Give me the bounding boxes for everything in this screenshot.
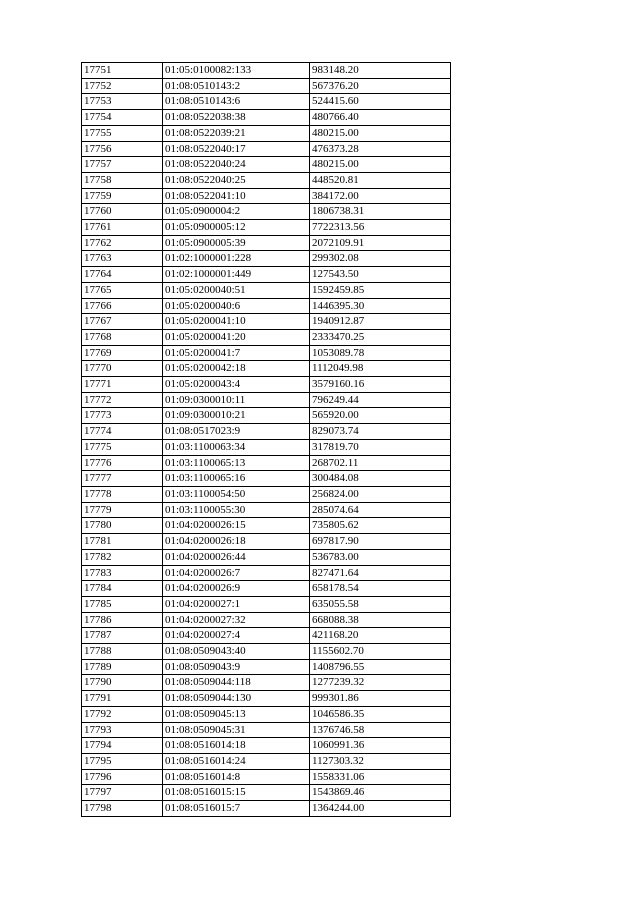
value-cell: 476373.28 (310, 141, 451, 157)
row-number-cell: 17795 (82, 753, 163, 769)
cadastral-number-cell: 01:08:0522039:21 (163, 125, 310, 141)
cadastral-number-cell: 01:04:0200026:18 (163, 534, 310, 550)
row-number-cell: 17788 (82, 644, 163, 660)
cadastral-number-cell: 01:05:0200041:20 (163, 329, 310, 345)
cadastral-number-cell: 01:03:1100065:16 (163, 471, 310, 487)
value-cell: 1806738.31 (310, 204, 451, 220)
row-number-cell: 17769 (82, 345, 163, 361)
value-cell: 567376.20 (310, 78, 451, 94)
row-number-cell: 17768 (82, 329, 163, 345)
row-number-cell: 17787 (82, 628, 163, 644)
value-cell: 7722313.56 (310, 220, 451, 236)
value-cell: 827471.64 (310, 565, 451, 581)
table-row (82, 581, 451, 597)
value-cell: 1155602.70 (310, 644, 451, 660)
row-number-cell: 17789 (82, 659, 163, 675)
table-row (82, 157, 451, 173)
cadastral-number-cell: 01:05:0900004:2 (163, 204, 310, 220)
cadastral-number-cell: 01:05:0900005:12 (163, 220, 310, 236)
value-cell: 1364244.00 (310, 801, 451, 817)
row-number-cell: 17774 (82, 424, 163, 440)
row-number-cell: 17778 (82, 486, 163, 502)
row-number-cell: 17781 (82, 534, 163, 550)
row-number-cell: 17790 (82, 675, 163, 691)
value-cell: 3579160.16 (310, 377, 451, 393)
row-number-cell: 17759 (82, 188, 163, 204)
cadastral-number-cell: 01:04:0200026:44 (163, 549, 310, 565)
value-cell: 1127303.32 (310, 753, 451, 769)
row-number-cell: 17757 (82, 157, 163, 173)
row-number-cell: 17767 (82, 314, 163, 330)
cadastral-number-cell: 01:02:1000001:228 (163, 251, 310, 267)
row-number-cell: 17777 (82, 471, 163, 487)
row-number-cell: 17786 (82, 612, 163, 628)
cadastral-number-cell: 01:04:0200027:4 (163, 628, 310, 644)
cadastral-number-cell: 01:08:0510143:2 (163, 78, 310, 94)
value-cell: 1940912.87 (310, 314, 451, 330)
value-cell: 1543869.46 (310, 785, 451, 801)
row-number-cell: 17785 (82, 596, 163, 612)
cadastral-number-cell: 01:08:0516014:8 (163, 769, 310, 785)
row-number-cell: 17773 (82, 408, 163, 424)
row-number-cell: 17797 (82, 785, 163, 801)
value-cell: 268702.11 (310, 455, 451, 471)
table-row (82, 769, 451, 785)
table-row (82, 78, 451, 94)
table-row (82, 377, 451, 393)
value-cell: 668088.38 (310, 612, 451, 628)
value-cell: 480766.40 (310, 110, 451, 126)
value-cell: 256824.00 (310, 486, 451, 502)
value-cell: 2333470.25 (310, 329, 451, 345)
value-cell: 1408796.55 (310, 659, 451, 675)
row-number-cell: 17794 (82, 738, 163, 754)
cadastral-number-cell: 01:04:0200026:15 (163, 518, 310, 534)
table-row (82, 125, 451, 141)
cadastral-number-cell: 01:04:0200027:1 (163, 596, 310, 612)
row-number-cell: 17762 (82, 235, 163, 251)
row-number-cell: 17765 (82, 282, 163, 298)
value-cell: 299302.08 (310, 251, 451, 267)
cadastral-number-cell: 01:08:0522040:25 (163, 172, 310, 188)
records-table-body (82, 63, 451, 817)
value-cell: 1053089.78 (310, 345, 451, 361)
value-cell: 1046586.35 (310, 706, 451, 722)
row-number-cell: 17775 (82, 439, 163, 455)
cadastral-number-cell: 01:04:0200027:32 (163, 612, 310, 628)
cadastral-number-cell: 01:09:0300010:11 (163, 392, 310, 408)
table-row (82, 518, 451, 534)
value-cell: 735805.62 (310, 518, 451, 534)
table-row (82, 628, 451, 644)
table-row (82, 801, 451, 817)
value-cell: 1277239.32 (310, 675, 451, 691)
cadastral-number-cell: 01:08:0517023:9 (163, 424, 310, 440)
row-number-cell: 17761 (82, 220, 163, 236)
table-row (82, 502, 451, 518)
cadastral-number-cell: 01:02:1000001:449 (163, 267, 310, 283)
value-cell: 2072109.91 (310, 235, 451, 251)
table-row (82, 314, 451, 330)
value-cell: 384172.00 (310, 188, 451, 204)
cadastral-number-cell: 01:08:0522040:24 (163, 157, 310, 173)
row-number-cell: 17756 (82, 141, 163, 157)
value-cell: 448520.81 (310, 172, 451, 188)
cadastral-number-cell: 01:04:0200026:9 (163, 581, 310, 597)
table-row (82, 565, 451, 581)
value-cell: 317819.70 (310, 439, 451, 455)
row-number-cell: 17796 (82, 769, 163, 785)
row-number-cell: 17776 (82, 455, 163, 471)
row-number-cell: 17763 (82, 251, 163, 267)
row-number-cell: 17791 (82, 691, 163, 707)
row-number-cell: 17784 (82, 581, 163, 597)
cadastral-number-cell: 01:08:0509043:9 (163, 659, 310, 675)
row-number-cell: 17770 (82, 361, 163, 377)
table-row (82, 785, 451, 801)
table-row (82, 329, 451, 345)
table-row (82, 659, 451, 675)
table-row (82, 596, 451, 612)
value-cell: 536783.00 (310, 549, 451, 565)
row-number-cell: 17752 (82, 78, 163, 94)
cadastral-number-cell: 01:05:0200040:51 (163, 282, 310, 298)
row-number-cell: 17758 (82, 172, 163, 188)
table-row (82, 455, 451, 471)
row-number-cell: 17764 (82, 267, 163, 283)
table-row (82, 392, 451, 408)
cadastral-number-cell: 01:05:0200040:6 (163, 298, 310, 314)
cadastral-number-cell: 01:09:0300010:21 (163, 408, 310, 424)
value-cell: 658178.54 (310, 581, 451, 597)
cadastral-number-cell: 01:08:0522038:38 (163, 110, 310, 126)
table-row (82, 612, 451, 628)
table-row (82, 172, 451, 188)
value-cell: 421168.20 (310, 628, 451, 644)
cadastral-number-cell: 01:04:0200026:7 (163, 565, 310, 581)
value-cell: 1592459.85 (310, 282, 451, 298)
value-cell: 1060991.36 (310, 738, 451, 754)
value-cell: 1558331.06 (310, 769, 451, 785)
value-cell: 300484.08 (310, 471, 451, 487)
table-row (82, 188, 451, 204)
table-row (82, 675, 451, 691)
value-cell: 1446395.30 (310, 298, 451, 314)
row-number-cell: 17792 (82, 706, 163, 722)
value-cell: 697817.90 (310, 534, 451, 550)
table-row (82, 251, 451, 267)
cadastral-number-cell: 01:08:0509044:130 (163, 691, 310, 707)
row-number-cell: 17751 (82, 63, 163, 79)
records-table (81, 62, 451, 817)
cadastral-number-cell: 01:03:1100055:30 (163, 502, 310, 518)
value-cell: 1376746.58 (310, 722, 451, 738)
row-number-cell: 17753 (82, 94, 163, 110)
value-cell: 796249.44 (310, 392, 451, 408)
value-cell: 480215.00 (310, 125, 451, 141)
table-row (82, 753, 451, 769)
table-row (82, 722, 451, 738)
table-row (82, 706, 451, 722)
row-number-cell: 17793 (82, 722, 163, 738)
value-cell: 999301.86 (310, 691, 451, 707)
cadastral-number-cell: 01:08:0516014:18 (163, 738, 310, 754)
row-number-cell: 17780 (82, 518, 163, 534)
value-cell: 480215.00 (310, 157, 451, 173)
row-number-cell: 17779 (82, 502, 163, 518)
table-row (82, 471, 451, 487)
cadastral-number-cell: 01:03:1100054:50 (163, 486, 310, 502)
table-row (82, 408, 451, 424)
table-row (82, 63, 451, 79)
value-cell: 524415.60 (310, 94, 451, 110)
value-cell: 829073.74 (310, 424, 451, 440)
row-number-cell: 17782 (82, 549, 163, 565)
value-cell: 285074.64 (310, 502, 451, 518)
value-cell: 635055.58 (310, 596, 451, 612)
cadastral-number-cell: 01:05:0200041:7 (163, 345, 310, 361)
value-cell: 127543.50 (310, 267, 451, 283)
row-number-cell: 17798 (82, 801, 163, 817)
table-row (82, 204, 451, 220)
row-number-cell: 17760 (82, 204, 163, 220)
cadastral-number-cell: 01:05:0200043:4 (163, 377, 310, 393)
table-row (82, 549, 451, 565)
table-row (82, 486, 451, 502)
cadastral-number-cell: 01:08:0516015:15 (163, 785, 310, 801)
value-cell: 565920.00 (310, 408, 451, 424)
table-row (82, 345, 451, 361)
row-number-cell: 17755 (82, 125, 163, 141)
cadastral-number-cell: 01:08:0510143:6 (163, 94, 310, 110)
table-row (82, 439, 451, 455)
table-row (82, 110, 451, 126)
cadastral-number-cell: 01:03:1100065:13 (163, 455, 310, 471)
table-row (82, 691, 451, 707)
table-row (82, 738, 451, 754)
cadastral-number-cell: 01:08:0522040:17 (163, 141, 310, 157)
table-row (82, 94, 451, 110)
cadastral-number-cell: 01:08:0509043:40 (163, 644, 310, 660)
cadastral-number-cell: 01:05:0200041:10 (163, 314, 310, 330)
table-row (82, 141, 451, 157)
cadastral-number-cell: 01:05:0200042:18 (163, 361, 310, 377)
cadastral-number-cell: 01:08:0509045:13 (163, 706, 310, 722)
row-number-cell: 17771 (82, 377, 163, 393)
cadastral-number-cell: 01:05:0900005:39 (163, 235, 310, 251)
table-row (82, 298, 451, 314)
table-row (82, 361, 451, 377)
table-row (82, 424, 451, 440)
table-row (82, 534, 451, 550)
cadastral-number-cell: 01:03:1100063:34 (163, 439, 310, 455)
row-number-cell: 17754 (82, 110, 163, 126)
table-row (82, 220, 451, 236)
cadastral-number-cell: 01:08:0509045:31 (163, 722, 310, 738)
row-number-cell: 17766 (82, 298, 163, 314)
table-row (82, 235, 451, 251)
cadastral-number-cell: 01:08:0509044:118 (163, 675, 310, 691)
table-row (82, 644, 451, 660)
row-number-cell: 17772 (82, 392, 163, 408)
cadastral-number-cell: 01:08:0522041:10 (163, 188, 310, 204)
cadastral-number-cell: 01:05:0100082:133 (163, 63, 310, 79)
table-row (82, 267, 451, 283)
value-cell: 1112049.98 (310, 361, 451, 377)
value-cell: 983148.20 (310, 63, 451, 79)
cadastral-number-cell: 01:08:0516014:24 (163, 753, 310, 769)
cadastral-number-cell: 01:08:0516015:7 (163, 801, 310, 817)
row-number-cell: 17783 (82, 565, 163, 581)
table-row (82, 282, 451, 298)
